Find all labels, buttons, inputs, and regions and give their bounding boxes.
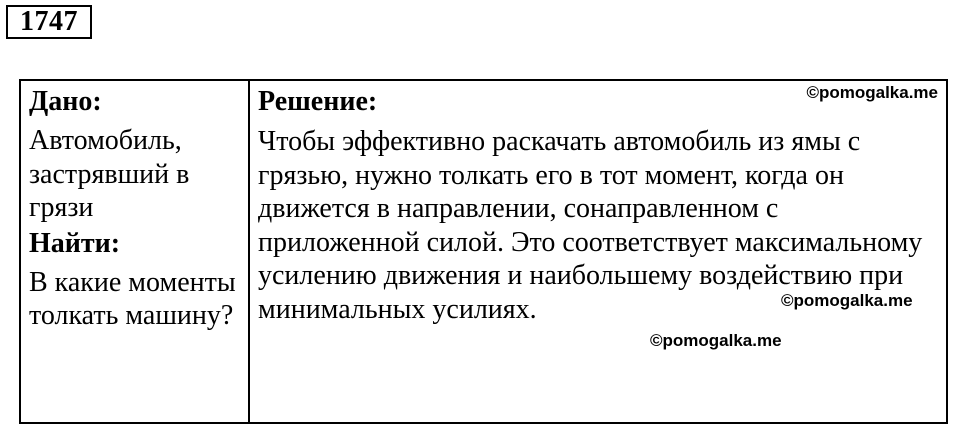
solution-heading: Решение: xyxy=(258,86,378,117)
solution-text: Чтобы эффективно раскачать автомобиль из ямы с грязью, нужно толкать его в тот момент, когда он движется в направлении, сонаправленном с приложенной силой. Это соответствует максимальному усилению движения и наибольшему воздействию при минимальных усилиях. xyxy=(258,126,923,325)
watermark-bottom: ©pomogalka.me xyxy=(650,331,782,350)
task-table xyxy=(19,79,948,424)
solution-column xyxy=(250,81,946,422)
watermark-top: ©pomogalka.me xyxy=(806,83,938,102)
watermark-middle: ©pomogalka.me xyxy=(781,291,913,310)
given-column xyxy=(21,81,250,422)
given-heading: Дано: xyxy=(29,86,102,117)
find-heading: Найти: xyxy=(29,227,121,259)
find-text: В какие моменты толкать машину? xyxy=(29,266,236,331)
problem-number: 1747 xyxy=(6,5,92,39)
given-text: Автомобиль, застрявший в грязи xyxy=(29,125,190,223)
